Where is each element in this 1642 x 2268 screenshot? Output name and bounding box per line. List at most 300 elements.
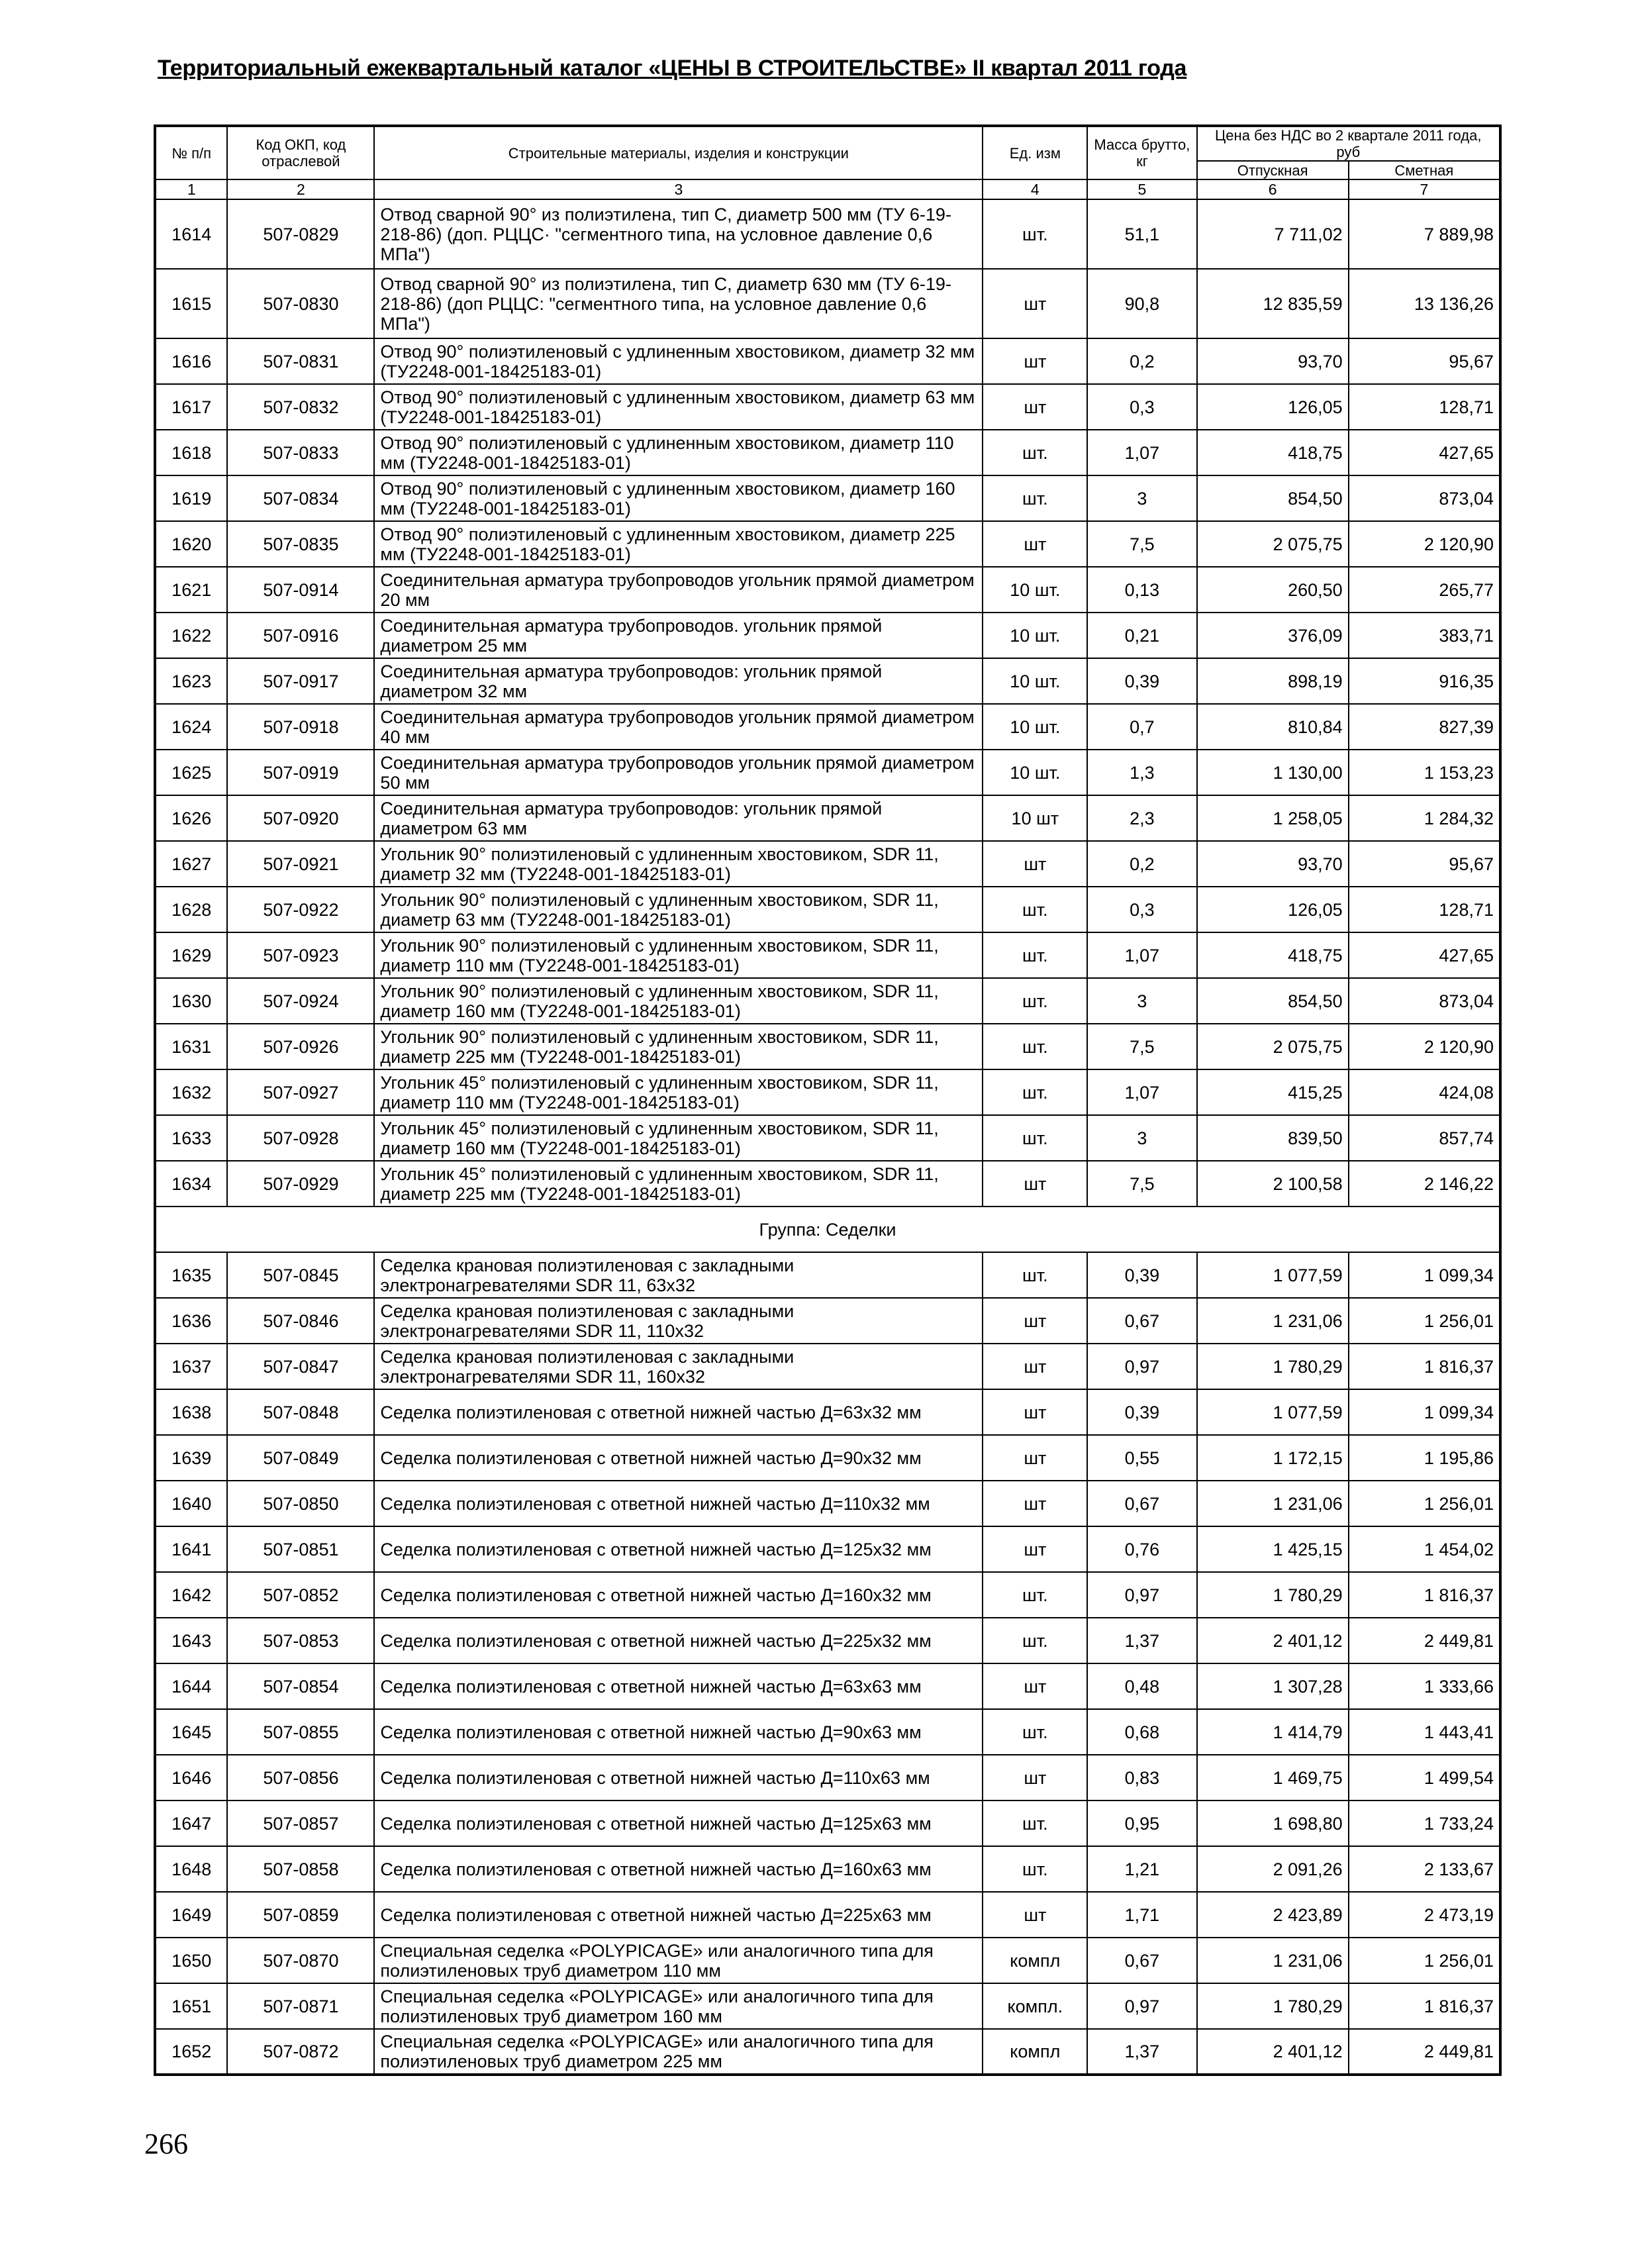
table-row: [155, 567, 1500, 613]
cell-mass: 0,7: [1087, 704, 1196, 750]
table-row: [155, 1663, 1500, 1709]
header-unit: Ед. изм: [983, 126, 1087, 179]
cell-name: Соединительная арматура трубопроводов угольник прямой диаметром 40 мм: [374, 704, 983, 750]
cell-mass: 7,5: [1087, 1024, 1196, 1069]
cell-code: 507-0872: [227, 2029, 374, 2075]
cell-code: 507-0927: [227, 1069, 374, 1115]
page-number: 266: [144, 2128, 188, 2160]
cell-num: 1645: [155, 1709, 227, 1755]
cell-code: 507-0922: [227, 887, 374, 932]
cell-unit: шт: [983, 1298, 1087, 1344]
cell-unit: шт: [983, 269, 1087, 338]
cell-code: 507-0833: [227, 430, 374, 475]
table-row: [155, 1344, 1500, 1389]
header-price-estimate: Сметная: [1349, 161, 1500, 179]
cell-unit: шт.: [983, 199, 1087, 269]
table-row: [155, 887, 1500, 932]
cell-mass: 3: [1087, 1115, 1196, 1161]
cell-name: Отвод 90° полиэтиленовый с удлиненным хвостовиком, диаметр 110 мм (ТУ2248-001-18425183-01): [374, 430, 983, 475]
cell-price-release: 898,19: [1197, 658, 1349, 704]
cell-num: 1635: [155, 1252, 227, 1298]
cell-num: 1621: [155, 567, 227, 613]
table-row: [155, 269, 1500, 338]
cell-num: 1620: [155, 521, 227, 567]
cell-price-estimate: 2 146,22: [1349, 1161, 1500, 1207]
cell-price-release: 1 780,29: [1197, 1344, 1349, 1389]
table-row: [155, 475, 1500, 521]
cell-mass: 0,21: [1087, 613, 1196, 658]
header-num: № п/п: [155, 126, 227, 179]
cell-price-release: 810,84: [1197, 704, 1349, 750]
cell-unit: шт.: [983, 1709, 1087, 1755]
cell-unit: шт: [983, 1526, 1087, 1572]
cell-price-release: 2 100,58: [1197, 1161, 1349, 1207]
cell-price-release: 2 401,12: [1197, 2029, 1349, 2075]
cell-code: 507-0855: [227, 1709, 374, 1755]
cell-unit: шт.: [983, 475, 1087, 521]
cell-price-release: 1 307,28: [1197, 1663, 1349, 1709]
cell-unit: шт.: [983, 1800, 1087, 1846]
cell-mass: 1,71: [1087, 1892, 1196, 1938]
header-price-group: Цена без НДС во 2 квартале 2011 года, руб: [1197, 126, 1501, 161]
cell-price-estimate: 383,71: [1349, 613, 1500, 658]
cell-mass: 2,3: [1087, 795, 1196, 841]
cell-unit: шт: [983, 338, 1087, 384]
table-body-saddles: [155, 1252, 1500, 2075]
cell-name: Седелка полиэтиленовая с ответной нижней частью Д=110x63 мм: [374, 1755, 983, 1800]
cell-code: 507-0919: [227, 750, 374, 795]
header-name: Строительные материалы, изделия и конструкции: [374, 126, 983, 179]
cell-name: Седелка полиэтиленовая с ответной нижней частью Д=160x63 мм: [374, 1846, 983, 1892]
cell-mass: 1,07: [1087, 1069, 1196, 1115]
cell-code: 507-0924: [227, 978, 374, 1024]
cell-price-release: 93,70: [1197, 338, 1349, 384]
cell-name: Отвод 90° полиэтиленовый с удлиненным хвостовиком, диаметр 160 мм (ТУ2248-001-18425183-01): [374, 475, 983, 521]
cell-num: 1615: [155, 269, 227, 338]
cell-name: Отвод сварной 90° из полиэтилена, тип С, диаметр 500 мм (ТУ 6-19-218-86) (доп. РЦЦС· "сегментного типа, на условное давление 0,6 МПа"): [374, 199, 983, 269]
cell-price-estimate: 2 133,67: [1349, 1846, 1500, 1892]
cell-num: 1640: [155, 1481, 227, 1526]
cell-price-estimate: 1 733,24: [1349, 1800, 1500, 1846]
cell-code: 507-0851: [227, 1526, 374, 1572]
cell-name: Специальная седелка «POLYPICAGE» или аналогичного типа для полиэтиленовых труб диаметром 110 мм: [374, 1938, 983, 1983]
cell-name: Отвод 90° полиэтиленовый с удлиненным хвостовиком, диаметр 63 мм (ТУ2248-001-18425183-01): [374, 384, 983, 430]
cell-name: Седелка полиэтиленовая с ответной нижней частью Д=63x63 мм: [374, 1663, 983, 1709]
cell-mass: 0,95: [1087, 1800, 1196, 1846]
cell-unit: 10 шт.: [983, 750, 1087, 795]
cell-mass: 0,76: [1087, 1526, 1196, 1572]
cell-num: 1633: [155, 1115, 227, 1161]
cell-price-estimate: 1 816,37: [1349, 1344, 1500, 1389]
cell-num: 1648: [155, 1846, 227, 1892]
cell-name: Седелка полиэтиленовая с ответной нижней частью Д=110x32 мм: [374, 1481, 983, 1526]
table-row: [155, 613, 1500, 658]
cell-mass: 0,97: [1087, 1572, 1196, 1618]
column-number-row: [155, 179, 1500, 199]
cell-unit: 10 шт.: [983, 567, 1087, 613]
cell-price-release: 2 401,12: [1197, 1618, 1349, 1663]
cell-price-release: 839,50: [1197, 1115, 1349, 1161]
table-row: [155, 1024, 1500, 1069]
cell-price-estimate: 1 099,34: [1349, 1252, 1500, 1298]
cell-price-estimate: 427,65: [1349, 932, 1500, 978]
table-row: [155, 658, 1500, 704]
cell-price-estimate: 7 889,98: [1349, 199, 1500, 269]
cell-name: Угольник 90° полиэтиленовый с удлиненным хвостовиком, SDR 11, диаметр 225 мм (ТУ2248-001-18425183-01): [374, 1024, 983, 1069]
header-mass: Масса брутто, кг: [1087, 126, 1196, 179]
cell-code: 507-0858: [227, 1846, 374, 1892]
cell-unit: шт.: [983, 1115, 1087, 1161]
table-row: [155, 1069, 1500, 1115]
table-row: [155, 430, 1500, 475]
cell-num: 1632: [155, 1069, 227, 1115]
cell-price-release: 418,75: [1197, 932, 1349, 978]
cell-price-release: 1 231,06: [1197, 1481, 1349, 1526]
cell-name: Угольник 45° полиэтиленовый с удлиненным хвостовиком, SDR 11, диаметр 160 мм (ТУ2248-001-18425183-01): [374, 1115, 983, 1161]
cell-name: Седелка полиэтиленовая с ответной нижней частью Д=225x32 мм: [374, 1618, 983, 1663]
cell-name: Седелка полиэтиленовая с ответной нижней частью Д=125x32 мм: [374, 1526, 983, 1572]
cell-price-estimate: 95,67: [1349, 841, 1500, 887]
cell-price-estimate: 1 443,41: [1349, 1709, 1500, 1755]
cell-unit: 10 шт.: [983, 704, 1087, 750]
cell-num: 1651: [155, 1983, 227, 2029]
cell-unit: шт.: [983, 430, 1087, 475]
table-row: [155, 338, 1500, 384]
cell-unit: шт.: [983, 932, 1087, 978]
cell-num: 1623: [155, 658, 227, 704]
table-row: [155, 384, 1500, 430]
cell-price-estimate: 128,71: [1349, 384, 1500, 430]
table-row: [155, 521, 1500, 567]
cell-mass: 0,39: [1087, 1252, 1196, 1298]
cell-price-release: 418,75: [1197, 430, 1349, 475]
group-header-row: [155, 1207, 1500, 1252]
cell-code: 507-0852: [227, 1572, 374, 1618]
group-title: Группа: Седелки: [155, 1207, 1500, 1252]
cell-unit: шт.: [983, 1618, 1087, 1663]
cell-price-estimate: 128,71: [1349, 887, 1500, 932]
cell-price-estimate: 2 120,90: [1349, 1024, 1500, 1069]
cell-price-estimate: 2 473,19: [1349, 1892, 1500, 1938]
cell-price-estimate: 427,65: [1349, 430, 1500, 475]
cell-code: 507-0830: [227, 269, 374, 338]
table-row: [155, 978, 1500, 1024]
table-row: [155, 1709, 1500, 1755]
cell-mass: 1,37: [1087, 2029, 1196, 2075]
cell-mass: 0,97: [1087, 1344, 1196, 1389]
cell-price-release: 1 258,05: [1197, 795, 1349, 841]
cell-name: Угольник 90° полиэтиленовый с удлиненным хвостовиком, SDR 11, диаметр 63 мм (ТУ2248-001-18425183-01): [374, 887, 983, 932]
cell-price-estimate: 1 256,01: [1349, 1298, 1500, 1344]
cell-name: Угольник 90° полиэтиленовый с удлиненным хвостовиком, SDR 11, диаметр 160 мм (ТУ2248-001-18425183-01): [374, 978, 983, 1024]
cell-price-estimate: 1 153,23: [1349, 750, 1500, 795]
table-row: [155, 1115, 1500, 1161]
cell-unit: шт: [983, 1663, 1087, 1709]
cell-name: Седелка полиэтиленовая с ответной нижней частью Д=160x32 мм: [374, 1572, 983, 1618]
table-row: [155, 199, 1500, 269]
cell-price-release: 1 231,06: [1197, 1938, 1349, 1983]
cell-unit: шт.: [983, 1252, 1087, 1298]
table-row: [155, 1435, 1500, 1481]
table-row: [155, 795, 1500, 841]
cell-mass: 0,48: [1087, 1663, 1196, 1709]
cell-price-estimate: 1 816,37: [1349, 1983, 1500, 2029]
cell-price-release: 2 075,75: [1197, 1024, 1349, 1069]
table-row: [155, 1846, 1500, 1892]
cell-code: 507-0926: [227, 1024, 374, 1069]
table-row: [155, 1161, 1500, 1207]
cell-name: Угольник 45° полиэтиленовый с удлиненным хвостовиком, SDR 11, диаметр 110 мм (ТУ2248-001-18425183-01): [374, 1069, 983, 1115]
table-row: [155, 1252, 1500, 1298]
cell-name: Седелка крановая полиэтиленовая с закладными электронагревателями SDR 11, 110x32: [374, 1298, 983, 1344]
cell-price-estimate: 827,39: [1349, 704, 1500, 750]
table-row: [155, 1938, 1500, 1983]
cell-code: 507-0929: [227, 1161, 374, 1207]
cell-code: 507-0848: [227, 1389, 374, 1435]
cell-mass: 0,67: [1087, 1938, 1196, 1983]
cell-mass: 0,67: [1087, 1481, 1196, 1526]
cell-price-release: 2 423,89: [1197, 1892, 1349, 1938]
cell-price-release: 376,09: [1197, 613, 1349, 658]
cell-unit: компл: [983, 2029, 1087, 2075]
cell-mass: 0,67: [1087, 1298, 1196, 1344]
cell-price-estimate: 873,04: [1349, 475, 1500, 521]
cell-name: Отвод 90° полиэтиленовый с удлиненным хвостовиком, диаметр 225 мм (ТУ2248-001-18425183-01): [374, 521, 983, 567]
cell-num: 1649: [155, 1892, 227, 1938]
cell-mass: 1,21: [1087, 1846, 1196, 1892]
cell-code: 507-0850: [227, 1481, 374, 1526]
table-row: [155, 2029, 1500, 2075]
cell-mass: 7,5: [1087, 1161, 1196, 1207]
table-row: [155, 932, 1500, 978]
cell-price-release: 2 091,26: [1197, 1846, 1349, 1892]
cell-price-estimate: 2 120,90: [1349, 521, 1500, 567]
table-row: [155, 1618, 1500, 1663]
cell-num: 1629: [155, 932, 227, 978]
group-section: [155, 1207, 1500, 1252]
cell-name: Специальная седелка «POLYPICAGE» или аналогичного типа для полиэтиленовых труб диаметром 225 мм: [374, 2029, 983, 2075]
column-number: 4: [983, 179, 1087, 199]
cell-name: Седелка полиэтиленовая с ответной нижней частью Д=90x63 мм: [374, 1709, 983, 1755]
cell-mass: 0,2: [1087, 841, 1196, 887]
cell-unit: 10 шт.: [983, 658, 1087, 704]
cell-price-estimate: 1 195,86: [1349, 1435, 1500, 1481]
table-row: [155, 1800, 1500, 1846]
cell-num: 1631: [155, 1024, 227, 1069]
cell-name: Соединительная арматура трубопроводов угольник прямой диаметром 50 мм: [374, 750, 983, 795]
cell-name: Отвод сварной 90° из полиэтилена, тип С, диаметр 630 мм (ТУ 6-19-218-86) (доп РЦЦС: "сегментного типа, на условное давление 0,6 МПа"): [374, 269, 983, 338]
cell-price-estimate: 2 449,81: [1349, 1618, 1500, 1663]
cell-code: 507-0857: [227, 1800, 374, 1846]
table-row: [155, 1892, 1500, 1938]
cell-unit: шт.: [983, 1024, 1087, 1069]
cell-num: 1642: [155, 1572, 227, 1618]
column-number: 7: [1349, 179, 1500, 199]
cell-num: 1650: [155, 1938, 227, 1983]
cell-price-estimate: 1 256,01: [1349, 1938, 1500, 1983]
cell-code: 507-0835: [227, 521, 374, 567]
cell-price-estimate: 424,08: [1349, 1069, 1500, 1115]
cell-num: 1646: [155, 1755, 227, 1800]
cell-mass: 0,3: [1087, 384, 1196, 430]
cell-price-release: 1 077,59: [1197, 1252, 1349, 1298]
cell-code: 507-0916: [227, 613, 374, 658]
cell-unit: шт: [983, 1892, 1087, 1938]
cell-price-release: 1 780,29: [1197, 1572, 1349, 1618]
cell-name: Отвод 90° полиэтиленовый с удлиненным хвостовиком, диаметр 32 мм (ТУ2248-001-18425183-01): [374, 338, 983, 384]
cell-mass: 0,55: [1087, 1435, 1196, 1481]
cell-code: 507-0847: [227, 1344, 374, 1389]
cell-code: 507-0870: [227, 1938, 374, 1983]
cell-price-release: 93,70: [1197, 841, 1349, 887]
price-table: [154, 124, 1502, 2076]
cell-price-estimate: 1 284,32: [1349, 795, 1500, 841]
cell-code: 507-0918: [227, 704, 374, 750]
cell-code: 507-0914: [227, 567, 374, 613]
table-row: [155, 750, 1500, 795]
cell-mass: 1,07: [1087, 430, 1196, 475]
cell-unit: шт: [983, 1161, 1087, 1207]
cell-mass: 0,13: [1087, 567, 1196, 613]
cell-unit: компл: [983, 1938, 1087, 1983]
cell-price-release: 1 780,29: [1197, 1983, 1349, 2029]
cell-price-release: 1 231,06: [1197, 1298, 1349, 1344]
cell-code: 507-0849: [227, 1435, 374, 1481]
cell-price-release: 12 835,59: [1197, 269, 1349, 338]
cell-name: Седелка полиэтиленовая с ответной нижней частью Д=225x63 мм: [374, 1892, 983, 1938]
cell-name: Соединительная арматура трубопроводов. угольник прямой диаметром 25 мм: [374, 613, 983, 658]
cell-code: 507-0846: [227, 1298, 374, 1344]
cell-unit: шт.: [983, 978, 1087, 1024]
cell-code: 507-0832: [227, 384, 374, 430]
cell-name: Соединительная арматура трубопроводов угольник прямой диаметром 20 мм: [374, 567, 983, 613]
cell-price-estimate: 265,77: [1349, 567, 1500, 613]
cell-num: 1643: [155, 1618, 227, 1663]
cell-code: 507-0871: [227, 1983, 374, 2029]
cell-num: 1616: [155, 338, 227, 384]
cell-num: 1614: [155, 199, 227, 269]
cell-code: 507-0928: [227, 1115, 374, 1161]
cell-num: 1638: [155, 1389, 227, 1435]
cell-code: 507-0923: [227, 932, 374, 978]
cell-price-estimate: 13 136,26: [1349, 269, 1500, 338]
table-row: [155, 1755, 1500, 1800]
cell-num: 1628: [155, 887, 227, 932]
cell-name: Соединительная арматура трубопроводов: угольник прямой диаметром 32 мм: [374, 658, 983, 704]
cell-mass: 3: [1087, 475, 1196, 521]
cell-name: Седелка крановая полиэтиленовая с закладными электронагревателями SDR 11, 160x32: [374, 1344, 983, 1389]
cell-unit: шт: [983, 1435, 1087, 1481]
cell-unit: шт: [983, 841, 1087, 887]
cell-price-release: 854,50: [1197, 475, 1349, 521]
cell-price-estimate: 1 816,37: [1349, 1572, 1500, 1618]
cell-unit: шт.: [983, 1572, 1087, 1618]
cell-num: 1617: [155, 384, 227, 430]
cell-mass: 0,83: [1087, 1755, 1196, 1800]
header-code: Код ОКП, код отраслевой: [227, 126, 374, 179]
cell-num: 1639: [155, 1435, 227, 1481]
cell-mass: 0,39: [1087, 658, 1196, 704]
cell-code: 507-0829: [227, 199, 374, 269]
cell-unit: шт: [983, 1344, 1087, 1389]
cell-price-release: 1 172,15: [1197, 1435, 1349, 1481]
cell-num: 1619: [155, 475, 227, 521]
cell-price-release: 126,05: [1197, 887, 1349, 932]
cell-num: 1622: [155, 613, 227, 658]
table-row: [155, 704, 1500, 750]
cell-code: 507-0921: [227, 841, 374, 887]
cell-price-estimate: 2 449,81: [1349, 2029, 1500, 2075]
cell-unit: шт: [983, 1481, 1087, 1526]
cell-name: Седелка полиэтиленовая с ответной нижней частью Д=125x63 мм: [374, 1800, 983, 1846]
table-row: [155, 1298, 1500, 1344]
cell-num: 1636: [155, 1298, 227, 1344]
column-number: 2: [227, 179, 374, 199]
cell-price-release: 260,50: [1197, 567, 1349, 613]
cell-price-release: 126,05: [1197, 384, 1349, 430]
cell-name: Специальная седелка «POLYPICAGE» или аналогичного типа для полиэтиленовых труб диаметром 160 мм: [374, 1983, 983, 2029]
cell-code: 507-0920: [227, 795, 374, 841]
cell-num: 1627: [155, 841, 227, 887]
cell-unit: шт: [983, 384, 1087, 430]
table-body-fittings: [155, 199, 1500, 1207]
cell-price-estimate: 1 454,02: [1349, 1526, 1500, 1572]
cell-num: 1625: [155, 750, 227, 795]
cell-price-release: 7 711,02: [1197, 199, 1349, 269]
cell-code: 507-0831: [227, 338, 374, 384]
cell-unit: компл.: [983, 1983, 1087, 2029]
cell-price-release: 1 130,00: [1197, 750, 1349, 795]
cell-num: 1647: [155, 1800, 227, 1846]
cell-price-release: 2 075,75: [1197, 521, 1349, 567]
cell-price-estimate: 857,74: [1349, 1115, 1500, 1161]
cell-name: Седелка полиэтиленовая с ответной нижней частью Д=63x32 мм: [374, 1389, 983, 1435]
cell-name: Угольник 45° полиэтиленовый с удлиненным хвостовиком, SDR 11, диаметр 225 мм (ТУ2248-001-18425183-01): [374, 1161, 983, 1207]
cell-name: Угольник 90° полиэтиленовый с удлиненным хвостовиком, SDR 11, диаметр 32 мм (ТУ2248-001-18425183-01): [374, 841, 983, 887]
cell-mass: 1,37: [1087, 1618, 1196, 1663]
cell-unit: шт.: [983, 887, 1087, 932]
cell-price-release: 1 414,79: [1197, 1709, 1349, 1755]
cell-unit: 10 шт: [983, 795, 1087, 841]
column-number: 3: [374, 179, 983, 199]
cell-unit: шт: [983, 1389, 1087, 1435]
cell-num: 1618: [155, 430, 227, 475]
cell-mass: 7,5: [1087, 521, 1196, 567]
cell-mass: 0,2: [1087, 338, 1196, 384]
table-row: [155, 1526, 1500, 1572]
page-header-title: Территориальный ежеквартальный каталог «ЦЕНЫ В СТРОИТЕЛЬСТВЕ» II квартал 2011 года: [158, 56, 1187, 81]
cell-price-estimate: 1 256,01: [1349, 1481, 1500, 1526]
cell-name: Угольник 90° полиэтиленовый с удлиненным хвостовиком, SDR 11, диаметр 110 мм (ТУ2248-001-18425183-01): [374, 932, 983, 978]
cell-price-release: 854,50: [1197, 978, 1349, 1024]
cell-mass: 0,39: [1087, 1389, 1196, 1435]
column-number: 1: [155, 179, 227, 199]
header-price-release: Отпускная: [1197, 161, 1349, 179]
table-header: [155, 126, 1500, 199]
cell-price-estimate: 1 499,54: [1349, 1755, 1500, 1800]
table-row: [155, 1481, 1500, 1526]
cell-unit: шт.: [983, 1846, 1087, 1892]
cell-mass: 0,68: [1087, 1709, 1196, 1755]
table-row: [155, 1572, 1500, 1618]
cell-code: 507-0859: [227, 1892, 374, 1938]
cell-code: 507-0853: [227, 1618, 374, 1663]
cell-name: Седелка крановая полиэтиленовая с закладными электронагревателями SDR 11, 63x32: [374, 1252, 983, 1298]
cell-code: 507-0854: [227, 1663, 374, 1709]
table-row: [155, 1983, 1500, 2029]
cell-mass: 3: [1087, 978, 1196, 1024]
cell-num: 1630: [155, 978, 227, 1024]
